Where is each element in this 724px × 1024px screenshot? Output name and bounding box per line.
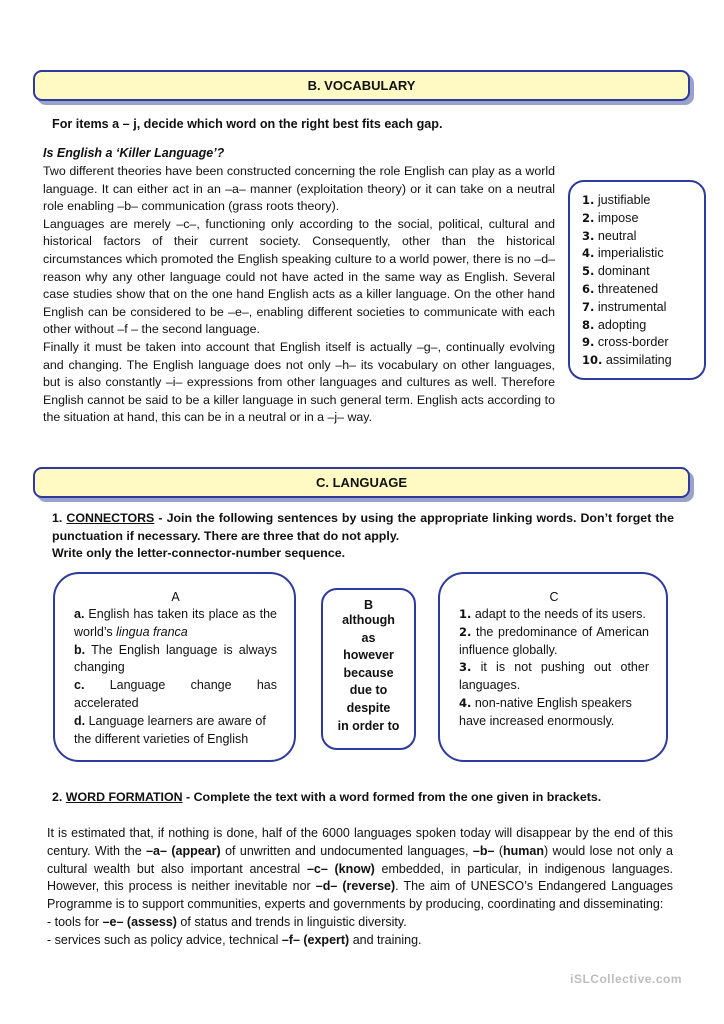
word-bank-item: 7. instrumental (582, 299, 667, 314)
connectors-column-c (438, 572, 668, 762)
language-section-heading (33, 467, 690, 498)
word-bank-item: 4. imperialistic (582, 246, 664, 261)
vocab-instruction: For items a – j, decide which word on the right best fits each gap. (52, 117, 443, 131)
vocab-text (43, 163, 555, 427)
word-bank-item: 5. dominant (582, 264, 650, 279)
connector-word: in order to (337, 718, 400, 733)
connector-word: however (343, 648, 394, 663)
word-bank-item: 9. cross-border (582, 335, 669, 350)
column-b-head: B (363, 598, 374, 612)
connectors-column-b (321, 588, 416, 750)
vocab-paragraph-1: Two different theories have been constructed concerning the role English can play as a world language. It can either act in an –a– manner (exploitation theory) or it can take on a neutral role enabling –b– communication (grass roots theory). (43, 164, 555, 214)
column-c-head: C (549, 590, 559, 604)
connectors-title: CONNECTORS (66, 511, 155, 525)
connectors-column-a (53, 572, 296, 762)
word-bank-item: 3. neutral (582, 228, 637, 243)
connector-word: although (342, 613, 395, 627)
column-a-item: c. Language change has accelerated (74, 678, 277, 710)
word-formation-paragraph: It is estimated that, if nothing is done, half of the 6000 languages spoken today will disappear by the end of this century. With the –a– (appear) of unwritten and undocumented languages, –b– (human) would lose not only a cultural wealth but also important ancestral –c– (know) embedded, in particular, in indigenous languages. However, this process is neither inevitable nor –d– (reverse). The aim of UNESCO’s Endangered Languages Programme is to support communities, experts and governments by producing, coordinating and disseminating: (47, 826, 674, 912)
connector-word: despite (346, 700, 391, 715)
word-bank (568, 180, 706, 380)
column-c-item: 1. adapt to the needs of its users. (459, 607, 646, 621)
word-bank-item: 6. threatened (582, 281, 659, 296)
word-bank-item: 10. assimilating (582, 353, 672, 368)
column-a-item: d. Language learners are aware of the different varieties of English (74, 713, 266, 746)
vocab-section-heading (33, 70, 690, 101)
word-formation-text (47, 825, 673, 950)
column-a-head: A (171, 590, 180, 604)
column-a-item: b. The English language is always changing (74, 642, 277, 675)
word-formation-title: WORD FORMATION (65, 790, 183, 804)
connector-word: because (343, 665, 394, 680)
column-c-item: 4. non-native English speakers have increased enormously. (459, 695, 632, 728)
language-heading-text: C. LANGUAGE (316, 475, 407, 490)
word-formation-bullet: - tools for –e– (assess) of status and trends in linguistic diversity. (47, 914, 407, 929)
word-formation-instruction: 2. WORD FORMATION - Complete the text with a word formed from the one given in brackets. (52, 790, 602, 804)
connectors-instruction: 1. CONNECTORS - Join the following sentences by using the appropriate linking words. Don’t forget the punctuation if necessary. There are three that do not apply. Write only the letter-connector-number sequence. (52, 511, 674, 561)
connector-word: as (361, 630, 376, 645)
column-a-item: a. English has taken its place as the world’s lingua franca (74, 607, 277, 639)
word-bank-item: 1. justifiable (582, 193, 651, 207)
column-c-item: 3. it is not pushing out other languages. (459, 660, 649, 693)
vocab-text-title: Is English a ‘Killer Language’? (43, 146, 225, 160)
vocab-paragraph-3: Finally it must be taken into account that English itself is actually –g–, continually evolving and changing. The English language does not only –h– its vocabulary on other languages, but is also constantly –i– expressions from other languages and cultures as well. Therefore English cannot be said to be a killer language in such general term. English acts according to the situation at hand, this can be in a neutral or in a –j– way. (43, 339, 555, 425)
watermark: iSLCollective.com (570, 972, 682, 986)
word-bank-item: 2. impose (582, 210, 639, 225)
connectors-instruction-2: Write only the letter-connector-number sequence. (52, 546, 346, 561)
vocab-heading-text: B. VOCABULARY (307, 78, 416, 93)
connector-word: due to (349, 683, 388, 698)
word-bank-item: 8. adopting (582, 317, 647, 332)
column-c-item: 2. the predominance of American influence globally. (459, 624, 649, 657)
vocab-paragraph-2: Languages are merely –c–, functioning only according to the social, political, cultural and historical factors of their current society. Consequently, other than the historical circumstances which promoted the English speaking culture to a world power, there is no –d– reason why any other language could not have acted in the same way as English. Several case studies show that on the one hand English acts as a killer language. On the other hand English can be considered to be –e–, enabling different societies to communicate with each other without –f – the second language. (43, 216, 555, 337)
word-formation-bullet: - services such as policy advice, technical –f– (expert) and training. (47, 932, 422, 947)
